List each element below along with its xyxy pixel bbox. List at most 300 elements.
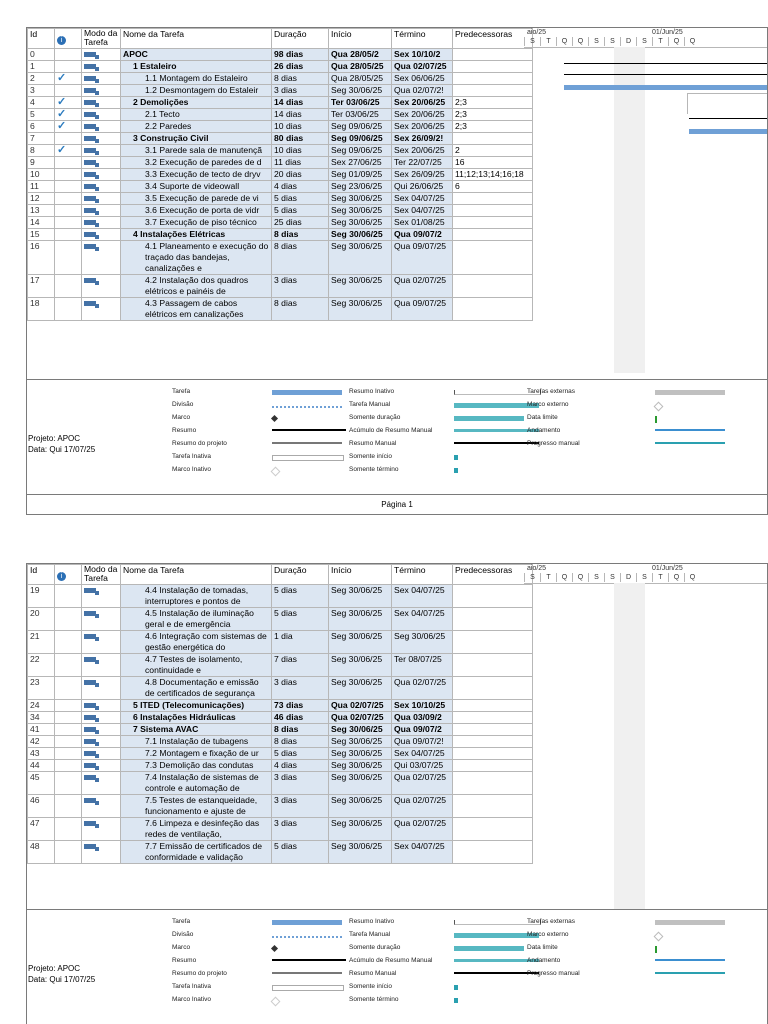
row-mode [82, 49, 121, 61]
timescale-label-left: aio/25 [527, 565, 547, 572]
auto-scheduled-icon [84, 184, 96, 189]
legend-swatch [454, 946, 524, 951]
timescale-day: Q [572, 37, 588, 46]
col-header-name[interactable]: Nome da Tarefa [121, 565, 272, 585]
legend-label: Tarefa Inativa [172, 983, 212, 990]
summary-bar-demolicoes [689, 118, 767, 119]
table-row[interactable] [28, 736, 533, 748]
legend-swatch [654, 932, 664, 942]
row-start: Qua 28/05/25 [329, 61, 392, 73]
table-row[interactable] [28, 724, 533, 736]
task-name: 4.1 Planeamento e execução do traçado das bandejas, canalizações e [145, 241, 269, 273]
task-name: 3.2 Execução de paredes de d [145, 157, 262, 167]
legend-swatch [271, 945, 278, 952]
row-name[interactable] [121, 772, 272, 795]
row-start: Seg 30/06/25 [329, 841, 392, 864]
table-row[interactable] [28, 841, 533, 864]
row-duration: 5 dias [272, 193, 329, 205]
table-row[interactable] [28, 169, 533, 181]
task-table [27, 28, 533, 321]
complete-check-icon: ✓ [57, 144, 67, 156]
row-name[interactable] [121, 608, 272, 631]
table-row[interactable] [28, 85, 533, 97]
table-row[interactable] [28, 133, 533, 145]
row-name[interactable] [121, 193, 272, 205]
legend-label: Acúmulo de Resumo Manual [349, 957, 433, 964]
timescale-day: S [604, 573, 620, 582]
row-indicator [55, 145, 82, 157]
col-header-id[interactable]: Id [28, 565, 55, 585]
col-header-start[interactable]: Início [329, 565, 392, 585]
gantt-chart-page1 [524, 28, 767, 373]
page-footer: Página 1 [27, 494, 767, 514]
row-mode [82, 275, 121, 298]
legend-swatch [272, 959, 346, 961]
end-date: Sex 04/07/25 [394, 748, 445, 758]
auto-scheduled-icon [84, 244, 96, 249]
row-name[interactable] [121, 133, 272, 145]
row-mode [82, 97, 121, 109]
table-row[interactable] [28, 217, 533, 229]
row-name[interactable] [121, 85, 272, 97]
auto-scheduled-icon [84, 196, 96, 201]
legend-swatch [272, 403, 342, 408]
row-id: 34 [28, 712, 55, 724]
table-row[interactable] [28, 157, 533, 169]
auto-scheduled-icon [84, 136, 96, 141]
row-id: 1 [28, 61, 55, 73]
col-header-indicators[interactable] [55, 565, 82, 585]
row-duration: 3 dias [272, 275, 329, 298]
end-date: Sex 20/06/25 [394, 145, 445, 155]
row-name[interactable] [121, 631, 272, 654]
table-row[interactable] [28, 677, 533, 700]
table-row[interactable] [28, 241, 533, 275]
task-name: 1 Estaleiro [133, 61, 177, 71]
end-date: Sex 20/06/25 [394, 121, 445, 131]
task-table-page2 [27, 564, 533, 864]
row-name[interactable] [121, 736, 272, 748]
row-indicator [55, 193, 82, 205]
row-indicator [55, 205, 82, 217]
timescale-day: Q [684, 37, 700, 46]
row-name[interactable] [121, 49, 272, 61]
row-name[interactable] [121, 712, 272, 724]
col-header-end[interactable]: Término [392, 29, 453, 49]
dependency-connector [687, 93, 767, 114]
task-name: 7.3 Demolição das condutas [145, 760, 254, 770]
row-end [392, 298, 453, 321]
row-name[interactable] [121, 97, 272, 109]
row-name[interactable] [121, 748, 272, 760]
row-end [392, 841, 453, 864]
row-start: Seg 30/06/25 [329, 748, 392, 760]
legend-label: Tarefa Inativa [172, 453, 212, 460]
table-row[interactable] [28, 121, 533, 133]
row-end [392, 585, 453, 608]
legend-swatch [454, 416, 524, 421]
row-id: 45 [28, 772, 55, 795]
end-date: Qua 02/07/25 [394, 772, 447, 782]
end-date: Sex 04/07/25 [394, 608, 445, 618]
row-name[interactable] [121, 229, 272, 241]
col-header-end[interactable]: Término [392, 565, 453, 585]
row-mode [82, 229, 121, 241]
row-start: Seg 30/06/25 [329, 608, 392, 631]
legend-page2 [27, 909, 767, 1024]
row-name[interactable] [121, 818, 272, 841]
row-id: 6 [28, 121, 55, 133]
row-name[interactable] [121, 760, 272, 772]
row-predecessors [453, 795, 533, 818]
row-start: Ter 03/06/25 [329, 97, 392, 109]
legend-swatch [454, 468, 458, 473]
legend-label: Andamento [527, 957, 561, 964]
row-mode [82, 205, 121, 217]
auto-scheduled-icon [84, 301, 96, 306]
row-id: 21 [28, 631, 55, 654]
row-id: 17 [28, 275, 55, 298]
row-name[interactable] [121, 181, 272, 193]
timescale-day: T [540, 573, 556, 582]
row-name[interactable] [121, 157, 272, 169]
col-header-predecessors[interactable]: Predecessoras [453, 29, 533, 49]
row-id: 41 [28, 724, 55, 736]
row-name[interactable] [121, 61, 272, 73]
col-header-mode[interactable]: Modo da Tarefa [82, 565, 121, 585]
row-name[interactable] [121, 724, 272, 736]
row-mode [82, 121, 121, 133]
row-end [392, 109, 453, 121]
auto-scheduled-icon [84, 208, 96, 213]
row-name[interactable] [121, 169, 272, 181]
legend-swatch [271, 467, 281, 477]
row-end [392, 241, 453, 275]
row-start: Seg 30/06/25 [329, 229, 392, 241]
row-name[interactable] [121, 205, 272, 217]
row-duration: 5 dias [272, 585, 329, 608]
row-indicator [55, 724, 82, 736]
auto-scheduled-icon [84, 844, 96, 849]
row-indicator [55, 133, 82, 145]
col-header-id[interactable]: Id [28, 29, 55, 49]
table-row[interactable] [28, 109, 533, 121]
col-header-mode[interactable]: Modo da Tarefa [82, 29, 121, 49]
row-end [392, 631, 453, 654]
row-name[interactable] [121, 241, 272, 275]
row-duration: 8 dias [272, 736, 329, 748]
auto-scheduled-icon [84, 739, 96, 744]
row-name[interactable] [121, 275, 272, 298]
task-name: 7.4 Instalação de sistemas de controle e automação de [145, 772, 259, 793]
task-name: 3.1 Parede sala de manutençã [145, 145, 263, 155]
row-duration: 14 dias [272, 109, 329, 121]
row-predecessors [453, 217, 533, 229]
row-id: 43 [28, 748, 55, 760]
row-start: Seg 30/06/25 [329, 275, 392, 298]
row-name[interactable] [121, 700, 272, 712]
table-row[interactable] [28, 73, 533, 85]
timescale-day: S [524, 37, 540, 46]
row-end [392, 712, 453, 724]
row-id: 13 [28, 205, 55, 217]
task-name: 3 Construção Civil [133, 133, 209, 143]
table-row[interactable] [28, 795, 533, 818]
row-name[interactable] [121, 73, 272, 85]
row-duration: 8 dias [272, 73, 329, 85]
row-end [392, 748, 453, 760]
row-indicator [55, 229, 82, 241]
col-header-name[interactable]: Nome da Tarefa [121, 29, 272, 49]
row-name[interactable] [121, 795, 272, 818]
row-mode [82, 298, 121, 321]
row-start: Ter 03/06/25 [329, 109, 392, 121]
end-date: Qua 09/07/2! [394, 736, 444, 746]
row-start: Seg 30/06/25 [329, 85, 392, 97]
row-duration: 10 dias [272, 145, 329, 157]
row-predecessors: 2;3 [453, 97, 533, 109]
legend-swatch [655, 390, 725, 395]
row-mode [82, 795, 121, 818]
row-start: Seg 30/06/25 [329, 795, 392, 818]
row-predecessors [453, 298, 533, 321]
table-row[interactable] [28, 818, 533, 841]
timescale-label-right: 01/Jun/25 [652, 29, 683, 36]
row-id: 14 [28, 217, 55, 229]
row-mode [82, 818, 121, 841]
row-duration: 5 dias [272, 205, 329, 217]
row-end [392, 608, 453, 631]
legend-swatch [655, 946, 657, 953]
row-name[interactable] [121, 654, 272, 677]
row-start: Seg 01/09/25 [329, 169, 392, 181]
row-mode [82, 772, 121, 795]
auto-scheduled-icon [84, 64, 96, 69]
row-start: Seg 30/06/25 [329, 677, 392, 700]
task-name: APOC [123, 49, 148, 59]
row-end [392, 229, 453, 241]
timescale-day: D [620, 573, 636, 582]
weekend-shading [614, 47, 645, 373]
auto-scheduled-icon [84, 88, 96, 93]
row-mode [82, 631, 121, 654]
table-row[interactable] [28, 205, 533, 217]
timescale-day: Q [684, 573, 700, 582]
auto-scheduled-icon [84, 52, 96, 57]
table-row[interactable] [28, 49, 533, 61]
end-date: Qua 09/07/25 [394, 241, 447, 251]
row-start: Seg 30/06/25 [329, 193, 392, 205]
row-name[interactable] [121, 677, 272, 700]
row-id: 47 [28, 818, 55, 841]
row-end [392, 275, 453, 298]
row-predecessors [453, 631, 533, 654]
task-name: 7.2 Montagem e fixação de ur [145, 748, 259, 758]
table-row[interactable] [28, 97, 533, 109]
row-name[interactable] [121, 121, 272, 133]
row-duration: 80 dias [272, 133, 329, 145]
legend-label: Marco Inativo [172, 996, 212, 1003]
end-date: Sex 04/07/25 [394, 205, 445, 215]
legend-swatch [272, 455, 344, 461]
table-row[interactable] [28, 298, 533, 321]
print-page-2 [26, 563, 768, 1024]
legend-label: Somente término [349, 466, 399, 473]
row-predecessors [453, 654, 533, 677]
row-predecessors [453, 772, 533, 795]
info-icon: i [57, 572, 66, 581]
table-row[interactable] [28, 712, 533, 724]
row-start: Seg 30/06/25 [329, 585, 392, 608]
row-end [392, 724, 453, 736]
row-indicator [55, 61, 82, 73]
auto-scheduled-icon [84, 112, 96, 117]
complete-check-icon: ✓ [57, 120, 67, 132]
auto-scheduled-icon [84, 100, 96, 105]
col-header-predecessors[interactable]: Predecessoras [453, 565, 533, 585]
row-start: Seg 09/06/25 [329, 145, 392, 157]
row-name[interactable] [121, 585, 272, 608]
table-row[interactable] [28, 760, 533, 772]
auto-scheduled-icon [84, 727, 96, 732]
end-date: Qua 02/07/25 [394, 677, 447, 687]
row-duration: 10 dias [272, 121, 329, 133]
legend-label: Marco [172, 414, 191, 421]
row-mode [82, 133, 121, 145]
complete-check-icon: ✓ [57, 96, 67, 108]
row-id: 19 [28, 585, 55, 608]
task-table-body-page2 [28, 585, 533, 864]
legend-label: Data limite [527, 414, 558, 421]
row-predecessors [453, 49, 533, 61]
end-date: Sex 10/10/2 [394, 49, 441, 59]
table-row[interactable] [28, 275, 533, 298]
col-header-duration[interactable]: Duração [272, 565, 329, 585]
task-name: 2.1 Tecto [145, 109, 180, 119]
row-predecessors [453, 133, 533, 145]
col-header-indicators[interactable] [55, 29, 82, 49]
table-row[interactable] [28, 654, 533, 677]
row-start: Seg 30/06/25 [329, 205, 392, 217]
table-row[interactable] [28, 748, 533, 760]
table-row[interactable] [28, 631, 533, 654]
col-header-start[interactable]: Início [329, 29, 392, 49]
task-name: 3.5 Execução de parede de vi [145, 193, 259, 203]
row-mode [82, 85, 121, 97]
legend-label: Marco Inativo [172, 466, 212, 473]
end-date: Qua 02/07/25 [394, 275, 447, 285]
timescale-day: S [636, 573, 652, 582]
row-predecessors [453, 241, 533, 275]
legend-label: Resumo do projeto [172, 970, 227, 977]
row-duration: 8 dias [272, 298, 329, 321]
row-end [392, 677, 453, 700]
table-row[interactable] [28, 193, 533, 205]
legend-swatch [272, 390, 342, 395]
task-name: 4.5 Instalação de iluminação geral e de emergência [145, 608, 254, 629]
table-row[interactable] [28, 608, 533, 631]
end-date: Qui 03/07/25 [394, 760, 444, 770]
row-end [392, 700, 453, 712]
row-predecessors [453, 229, 533, 241]
legend-label: Resumo do projeto [172, 440, 227, 447]
row-mode [82, 748, 121, 760]
task-name: 3.4 Suporte de videowall [145, 181, 240, 191]
auto-scheduled-icon [84, 775, 96, 780]
task-name: 5 ITED (Telecomunicações) [133, 700, 245, 710]
timescale-day: T [652, 573, 668, 582]
legend-label: Somente duração [349, 414, 401, 421]
auto-scheduled-icon [84, 763, 96, 768]
auto-scheduled-icon [84, 220, 96, 225]
task-name: 2 Demolições [133, 97, 189, 107]
row-indicator [55, 772, 82, 795]
task-name: 4.2 Instalação dos quadros elétricos e painéis de [145, 275, 249, 296]
table-row[interactable] [28, 700, 533, 712]
row-id: 15 [28, 229, 55, 241]
row-indicator [55, 275, 82, 298]
row-id: 2 [28, 73, 55, 85]
auto-scheduled-icon [84, 278, 96, 283]
row-indicator [55, 841, 82, 864]
table-row[interactable] [28, 181, 533, 193]
row-indicator [55, 241, 82, 275]
end-date: Qua 09/07/2 [394, 724, 442, 734]
row-id: 23 [28, 677, 55, 700]
table-row[interactable] [28, 585, 533, 608]
project-date: Data: Qui 17/07/25 [28, 975, 96, 984]
row-predecessors [453, 818, 533, 841]
row-mode [82, 724, 121, 736]
table-row[interactable] [28, 61, 533, 73]
row-name[interactable] [121, 841, 272, 864]
row-name[interactable] [121, 298, 272, 321]
row-predecessors: 6 [453, 181, 533, 193]
row-predecessors: 2 [453, 145, 533, 157]
project-name: Projeto: APOC [28, 434, 81, 443]
row-end [392, 61, 453, 73]
legend-swatch [655, 442, 725, 444]
legend-label: Progresso manual [527, 970, 580, 977]
row-end [392, 760, 453, 772]
row-predecessors [453, 736, 533, 748]
task-name: 4.7 Testes de isolamento, continuidade e [145, 654, 243, 675]
row-duration: 3 dias [272, 795, 329, 818]
col-header-duration[interactable]: Duração [272, 29, 329, 49]
row-indicator [55, 748, 82, 760]
timescale-day: Q [556, 573, 572, 582]
legend-swatch [655, 959, 725, 961]
row-predecessors [453, 748, 533, 760]
table-row[interactable] [28, 229, 533, 241]
print-page-1 [26, 27, 768, 515]
row-id: 4 [28, 97, 55, 109]
auto-scheduled-icon [84, 172, 96, 177]
row-predecessors [453, 275, 533, 298]
legend-swatch [454, 455, 458, 460]
row-name[interactable] [121, 145, 272, 157]
row-end [392, 772, 453, 795]
table-row[interactable] [28, 772, 533, 795]
row-end [392, 181, 453, 193]
row-name[interactable] [121, 217, 272, 229]
table-row[interactable] [28, 145, 533, 157]
row-indicator [55, 157, 82, 169]
row-mode [82, 241, 121, 275]
row-end [392, 85, 453, 97]
row-name[interactable] [121, 109, 272, 121]
legend-label: Resumo [172, 427, 197, 434]
